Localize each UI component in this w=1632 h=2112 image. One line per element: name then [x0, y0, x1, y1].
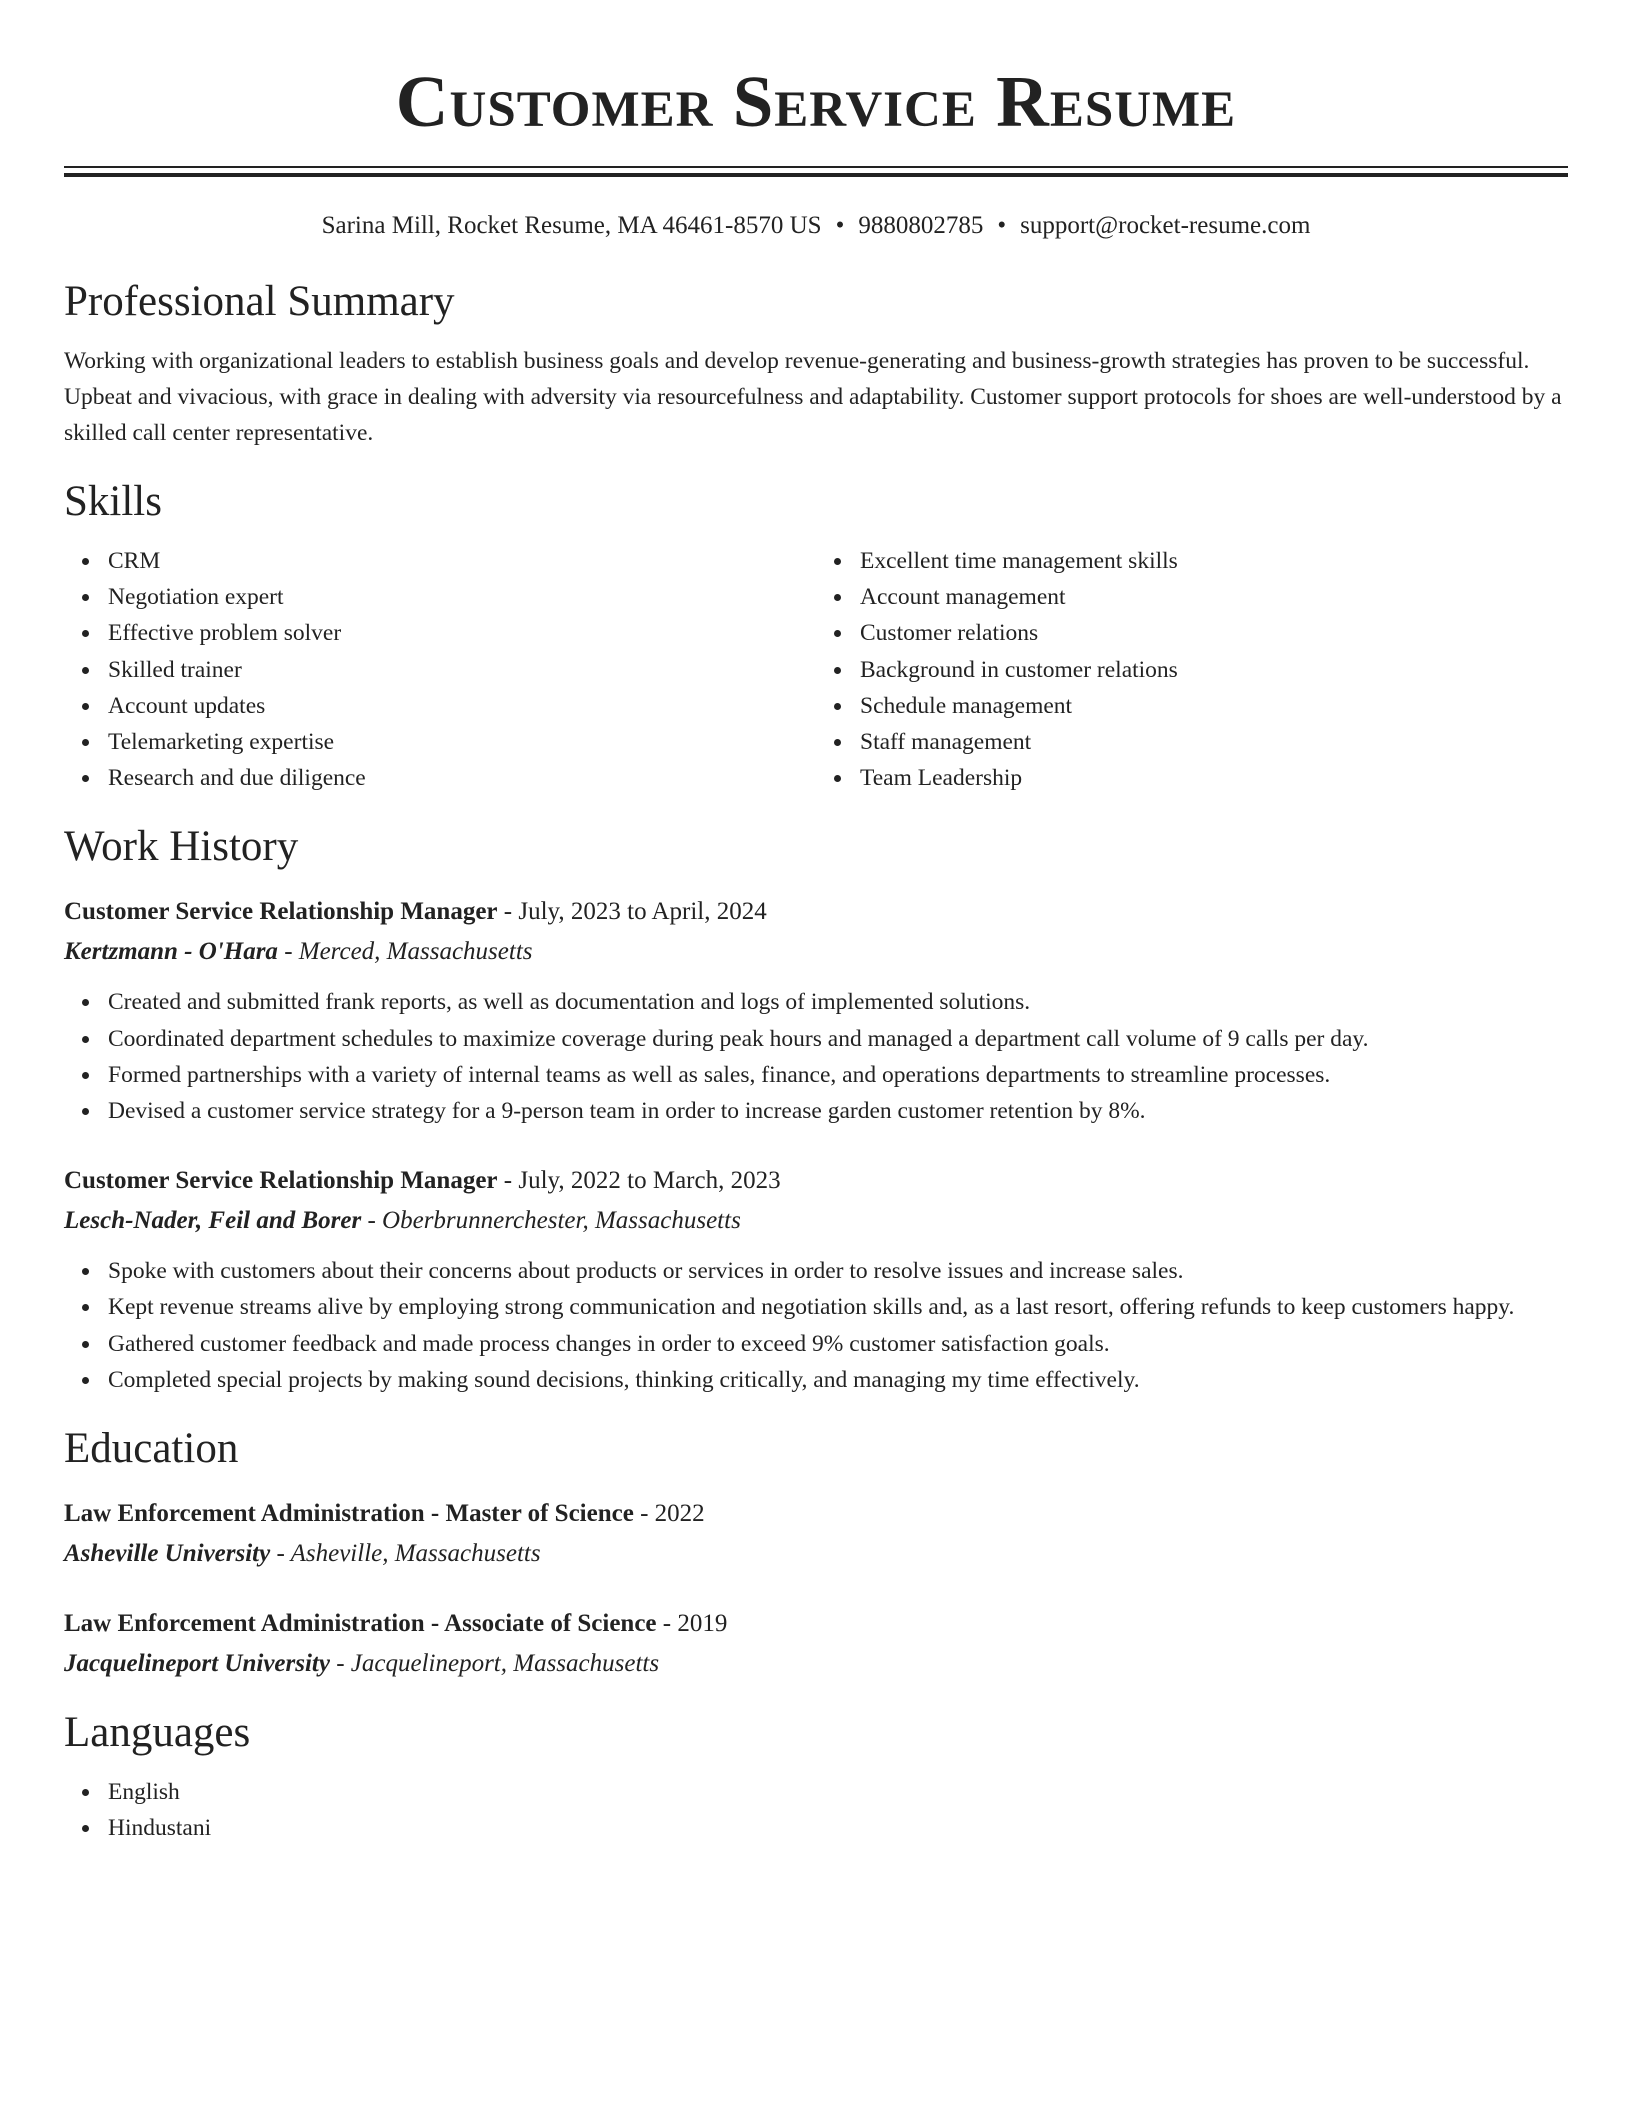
- language-item: English: [108, 1774, 1568, 1810]
- job-company: Lesch-Nader, Feil and Borer: [64, 1207, 362, 1235]
- skill-item: Negotiation expert: [108, 579, 816, 615]
- education-degree: Law Enforcement Administration - Associate of Science: [64, 1610, 657, 1638]
- job-location: Merced, Massachusetts: [298, 938, 533, 966]
- contact-phone: 9880802785: [858, 212, 984, 239]
- education-entry: [64, 1606, 1568, 1682]
- job-title-line: Customer Service Relationship Manager - July, 2022 to March, 2023: [64, 1167, 781, 1195]
- skill-item: Telemarketing expertise: [108, 724, 816, 760]
- job-location: Oberbrunnerchester, Massachusetts: [382, 1207, 741, 1235]
- summary-text: Working with organizational leaders to establish business goals and develop revenue-generating and business-growth strategies has proven to be successful. Upbeat and vivacious, with grace in dealing with adversity via resourcefulness and adaptability. Customer support protocols for shoes are well-understood by a skilled call center representative.: [64, 348, 1562, 446]
- resume-title: Customer Service Resume: [395, 61, 1237, 142]
- section-heading-education: Education: [64, 1425, 239, 1473]
- job-title: Customer Service Relationship Manager: [64, 898, 498, 926]
- education-degree: Law Enforcement Administration - Master of Science: [64, 1500, 634, 1528]
- job-dates: July, 2022 to March, 2023: [518, 1167, 781, 1195]
- contact-address: Sarina Mill, Rocket Resume, MA 46461-8570 US: [321, 212, 822, 239]
- job-bullet: Gathered customer feedback and made process changes in order to exceed 9% customer satisfaction goals.: [108, 1326, 1568, 1362]
- skill-item: CRM: [108, 543, 816, 579]
- skills-columns: [64, 543, 1568, 796]
- job-bullets: [64, 984, 1568, 1129]
- job-bullet: Completed special projects by making sound decisions, thinking critically, and managing my time effectively.: [108, 1362, 1568, 1398]
- skill-item: Research and due diligence: [108, 760, 816, 796]
- contact-line: [64, 211, 1568, 241]
- skill-item: Account management: [860, 579, 1568, 615]
- skills-list-right: [816, 543, 1568, 796]
- education-school-line: Jacquelineport University - Jacquelineport, Massachusetts: [64, 1650, 660, 1678]
- education-entry: [64, 1496, 1568, 1572]
- education-year: 2022: [654, 1500, 705, 1528]
- job-bullet: Created and submitted frank reports, as well as documentation and logs of implemented solutions.: [108, 984, 1568, 1020]
- education-school: Asheville University: [64, 1540, 271, 1568]
- skill-item: Background in customer relations: [860, 652, 1568, 688]
- section-heading-summary: Professional Summary: [64, 278, 455, 325]
- job-bullet: Formed partnerships with a variety of internal teams as well as sales, finance, and operations departments to streamline processes.: [108, 1057, 1568, 1093]
- skill-item: Team Leadership: [860, 760, 1568, 796]
- languages-list: [64, 1774, 1568, 1846]
- education-year: 2019: [677, 1610, 728, 1638]
- contact-separator: •: [835, 212, 845, 239]
- language-item: Hindustani: [108, 1810, 1568, 1846]
- contact-separator: •: [997, 212, 1007, 239]
- job-title: Customer Service Relationship Manager: [64, 1167, 498, 1195]
- title-double-rule: [64, 166, 1568, 177]
- job-bullet: Kept revenue streams alive by employing strong communication and negotiation skills and, as a last resort, offering refunds to keep customers happy.: [108, 1289, 1568, 1325]
- section-heading-skills: Skills: [64, 478, 162, 525]
- skill-item: Customer relations: [860, 615, 1568, 651]
- job-company-line: Kertzmann - O'Hara - Merced, Massachusetts: [64, 938, 533, 966]
- education-degree-line: Law Enforcement Administration - Associate of Science - 2019: [64, 1610, 728, 1638]
- skill-item: Schedule management: [860, 688, 1568, 724]
- job-bullet: Spoke with customers about their concerns about products or services in order to resolve issues and increase sales.: [108, 1253, 1568, 1289]
- education-school-line: Asheville University - Asheville, Massachusetts: [64, 1540, 541, 1568]
- job-company-line: Lesch-Nader, Feil and Borer - Oberbrunnerchester, Massachusetts: [64, 1207, 741, 1235]
- skill-item: Excellent time management skills: [860, 543, 1568, 579]
- job-bullet: Coordinated department schedules to maximize coverage during peak hours and managed a department call volume of 9 calls per day.: [108, 1021, 1568, 1057]
- skill-item: Skilled trainer: [108, 652, 816, 688]
- skill-item: Effective problem solver: [108, 615, 816, 651]
- section-heading-languages: Languages: [64, 1709, 251, 1757]
- job-company: Kertzmann - O'Hara: [64, 938, 278, 966]
- education-location: Jacquelineport, Massachusetts: [350, 1650, 660, 1678]
- skill-item: Staff management: [860, 724, 1568, 760]
- skills-list-left: [64, 543, 816, 796]
- job-entry: [64, 1163, 1568, 1398]
- education-degree-line: Law Enforcement Administration - Master of Science - 2022: [64, 1500, 705, 1528]
- education-school: Jacquelineport University: [64, 1650, 330, 1678]
- skill-item: Account updates: [108, 688, 816, 724]
- job-bullets: [64, 1253, 1568, 1398]
- job-entry: [64, 894, 1568, 1129]
- job-dates: July, 2023 to April, 2024: [518, 898, 767, 926]
- education-location: Asheville, Massachusetts: [290, 1540, 541, 1568]
- section-heading-work-history: Work History: [64, 823, 299, 871]
- job-bullet: Devised a customer service strategy for a 9-person team in order to increase garden customer retention by 8%.: [108, 1093, 1568, 1129]
- contact-email: support@rocket-resume.com: [1020, 212, 1311, 239]
- job-title-line: Customer Service Relationship Manager - July, 2023 to April, 2024: [64, 898, 767, 926]
